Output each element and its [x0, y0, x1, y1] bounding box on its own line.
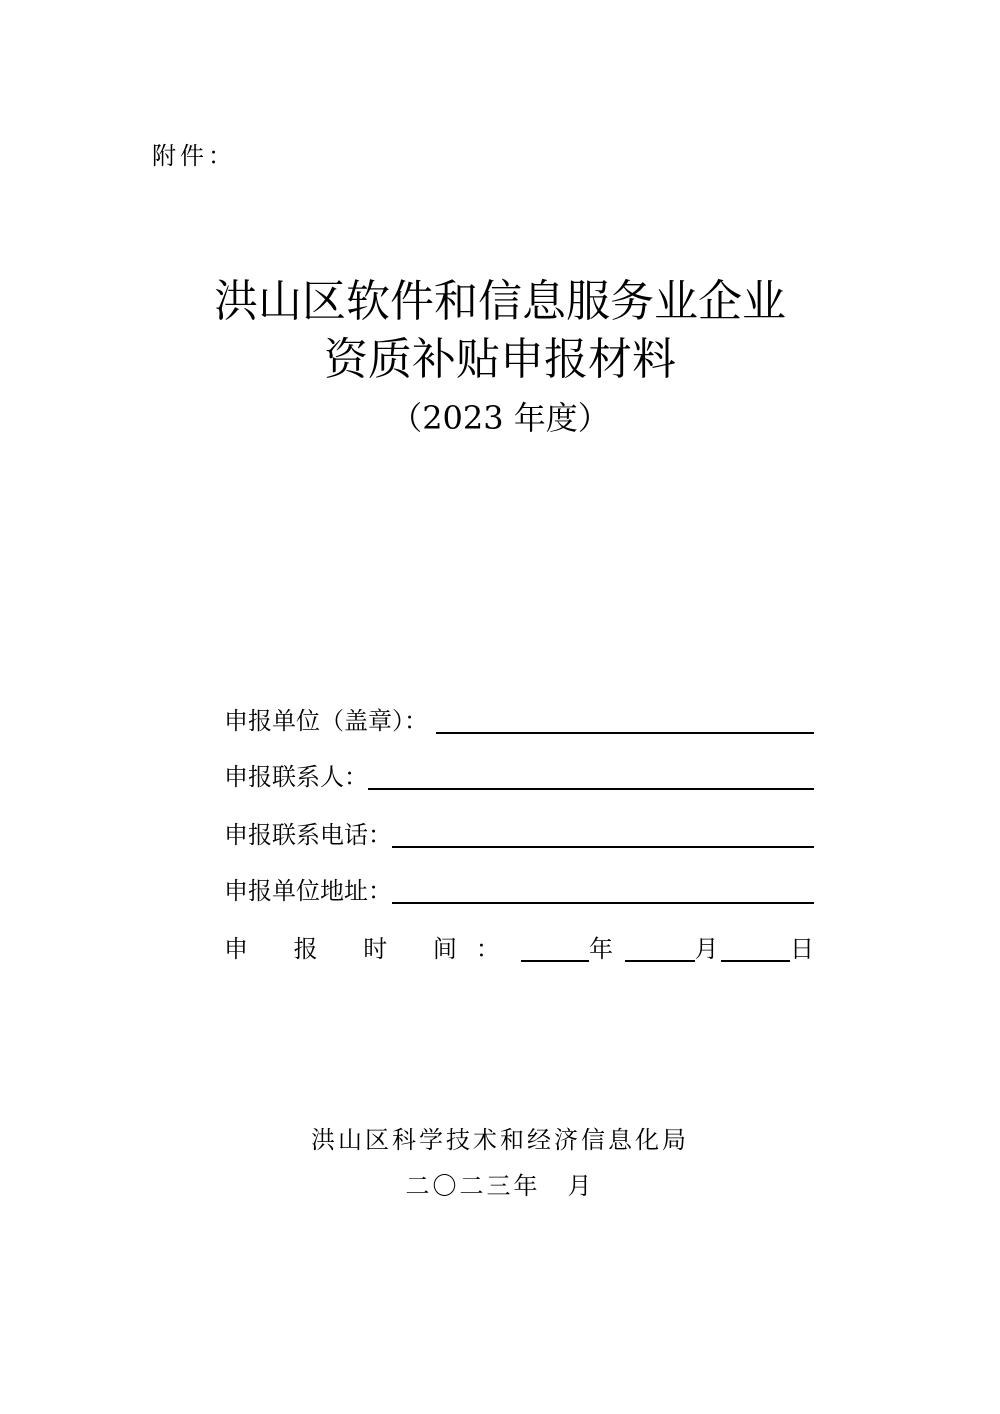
application-date-field [224, 928, 814, 964]
contact-person-label: 申报联系人： [224, 763, 368, 791]
unit-address-label: 申报单位地址： [224, 877, 392, 905]
day-unit: 日 [789, 935, 814, 963]
document-title-line-2: 资质补贴申报材料 [324, 334, 676, 385]
contact-person-field [224, 756, 814, 792]
month-blank [625, 932, 694, 962]
application-date-label: 申 报 时 间： [224, 935, 519, 963]
issue-date: 二〇二三年 月 [405, 1172, 595, 1200]
unit-address-field [224, 870, 814, 906]
contact-phone-label: 申报联系电话： [224, 821, 392, 849]
contact-phone-blank [392, 818, 814, 848]
applicant-unit-label: 申报单位（盖章）： [224, 707, 428, 735]
applicant-unit-field [224, 700, 814, 736]
year-blank [521, 932, 589, 962]
attachment-label: 附件： [152, 142, 236, 170]
contact-person-blank [368, 760, 814, 790]
contact-phone-field [224, 814, 814, 850]
year-unit: 年 [589, 935, 614, 963]
document-title-line-1: 洪山区软件和信息服务业企业 [214, 276, 786, 327]
month-unit: 月 [694, 935, 719, 963]
day-blank [721, 932, 790, 962]
applicant-unit-blank [436, 704, 814, 734]
unit-address-blank [392, 874, 814, 904]
issuing-authority: 洪山区科学技术和经济信息化局 [311, 1126, 689, 1154]
document-year: （2023 年度） [390, 399, 610, 437]
